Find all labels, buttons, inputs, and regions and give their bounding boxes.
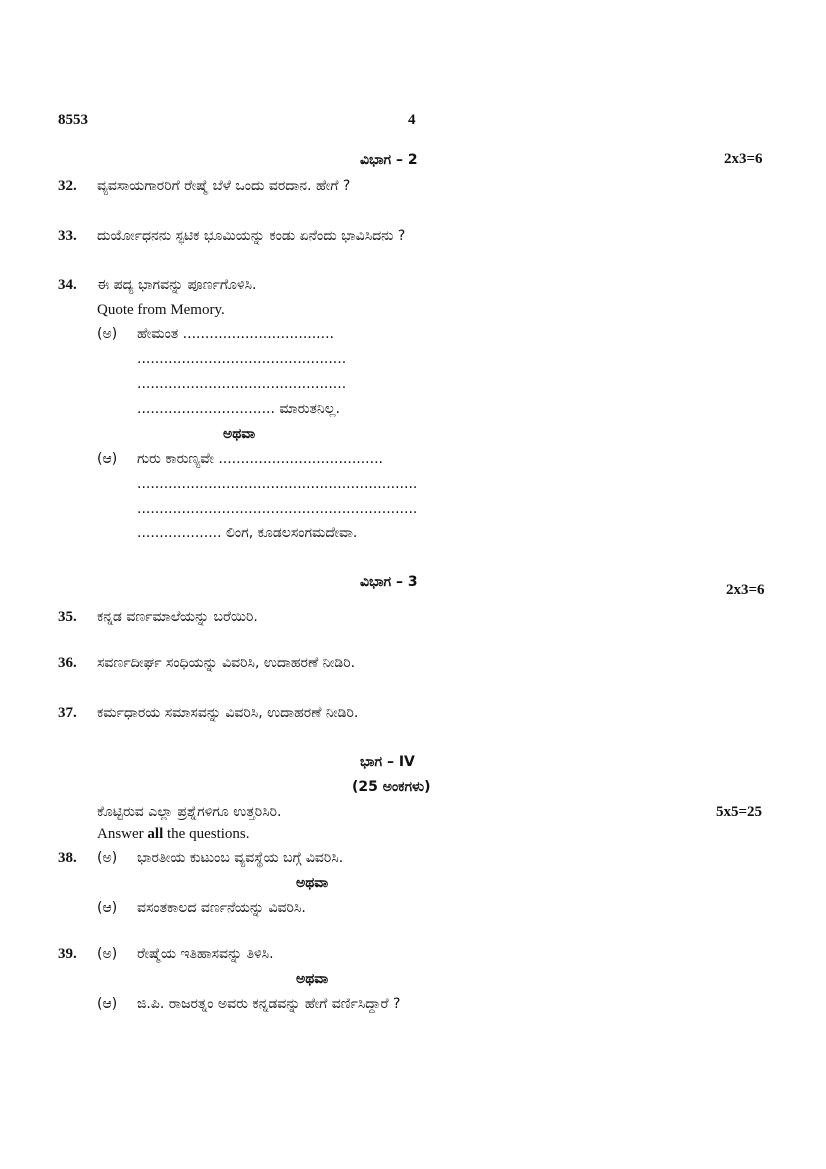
section-2-marks: 2x3=6 [724,151,763,167]
q39-number: 39. [58,946,77,962]
paper-code: 8553 [58,112,88,128]
q34-b-line4: ................... ಲಿಂಗ, ಕೂಡಲಸಂಗಮದೇವಾ. [137,525,358,541]
q39-a-text: ರೇಷ್ಮೆಯ ಇತಿಹಾಸವನ್ನು ತಿಳಿಸಿ. [137,946,274,962]
q38-b-label: (ಆ) [97,900,118,916]
instruction-english-post: the questions. [163,826,250,842]
q34-text: ಈ ಪದ್ಯ ಭಾಗವನ್ನು ಪೂರ್ಣಗೊಳಿಸಿ. [97,277,257,293]
q34-a-line4: ............................... ಮಾರುತನಿಲ್ಲ. [137,401,340,417]
part-4-instruction-english [97,825,250,843]
q34-or: ಅಥವಾ [223,426,256,442]
q38-or: ಅಥವಾ [296,875,329,891]
q38-number: 38. [58,850,77,866]
q36-number: 36. [58,655,77,671]
q35-number: 35. [58,609,77,625]
q34-a-line3: ............................................... [137,376,347,392]
q34-text-english: Quote from Memory. [97,302,225,318]
part-4-subheading: (25 ಅಂಕಗಳು) [352,779,431,795]
q38-b-text: ವಸಂತಕಾಲದ ವರ್ಣನೆಯನ್ನು ವಿವರಿಸಿ. [137,900,306,916]
section-3-heading: ವಿಭಾಗ – 3 [360,574,418,590]
q33-number: 33. [58,228,77,244]
q34-b-label: (ಆ) [97,451,118,467]
q33-text: ದುರ್ಯೋಧನನು ಸ್ಫಟಿಕ ಭೂಮಿಯನ್ನು ಕಂಡು ಏನೆಂದು ಭಾವಿಸಿದನು ? [97,228,406,244]
q38-a-label: (ಅ) [97,850,118,866]
part-4-marks: 5x5=25 [716,804,763,820]
q34-a-label: (ಅ) [97,326,118,342]
section-3-marks: 2x3=6 [726,582,765,598]
q34-b-line2: ............................................................... [137,476,418,492]
q34-a-line2: ............................................... [137,351,347,367]
q35-text: ಕನ್ನಡ ವರ್ಣಮಾಲೆಯನ್ನು ಬರೆಯಿರಿ. [97,609,258,625]
q32-number: 32. [58,178,77,194]
q34-b-line1: ಗುರು ಕಾರುಣ್ಯವೇ ..................................... [137,451,383,467]
q38-a-text: ಭಾರತೀಯ ಕುಟುಂಬ ವ್ಯವಸ್ಥೆಯ ಬಗ್ಗೆ ವಿವರಿಸಿ. [137,850,344,866]
q37-number: 37. [58,705,77,721]
q36-text: ಸವರ್ಣದೀರ್ಘ ಸಂಧಿಯನ್ನು ವಿವರಿಸಿ, ಉದಾಹರಣೆ ನೀಡಿರಿ. [97,655,356,671]
q37-text: ಕರ್ಮಧಾರಯ ಸಮಾಸವನ್ನು ವಿವರಿಸಿ, ಉದಾಹರಣೆ ನೀಡಿರಿ. [97,705,359,721]
section-2-heading: ವಿಭಾಗ – 2 [360,152,418,168]
q39-b-text: ಜಿ.ಪಿ. ರಾಜರತ್ನಂ ಅವರು ಕನ್ನಡವನ್ನು ಹೇಗೆ ವರ್ಣಿಸಿದ್ದಾರೆ ? [137,996,401,1012]
q39-b-label: (ಆ) [97,996,118,1012]
q32-text: ವ್ಯವಸಾಯಗಾರರಿಗೆ ರೇಷ್ಮೆ ಬೆಳೆ ಒಂದು ವರದಾನ. ಹೇಗೆ ? [97,178,351,194]
q34-a-line1: ಹೇಮಂತ .................................. [137,326,334,342]
instruction-english-pre: Answer [97,826,148,842]
q34-number: 34. [58,277,77,293]
q39-a-label: (ಅ) [97,946,118,962]
instruction-english-bold: all [147,826,164,842]
q39-or: ಅಥವಾ [296,971,329,987]
part-4-heading: ಭಾಗ – IV [360,754,415,770]
page-number: 4 [408,112,416,128]
part-4-instruction: ಕೊಟ್ಟಿರುವ ಎಲ್ಲಾ ಪ್ರಶ್ನೆಗಳಿಗೂ ಉತ್ತರಿಸಿರಿ. [97,804,282,820]
q34-b-line3: ............................................................... [137,501,418,517]
